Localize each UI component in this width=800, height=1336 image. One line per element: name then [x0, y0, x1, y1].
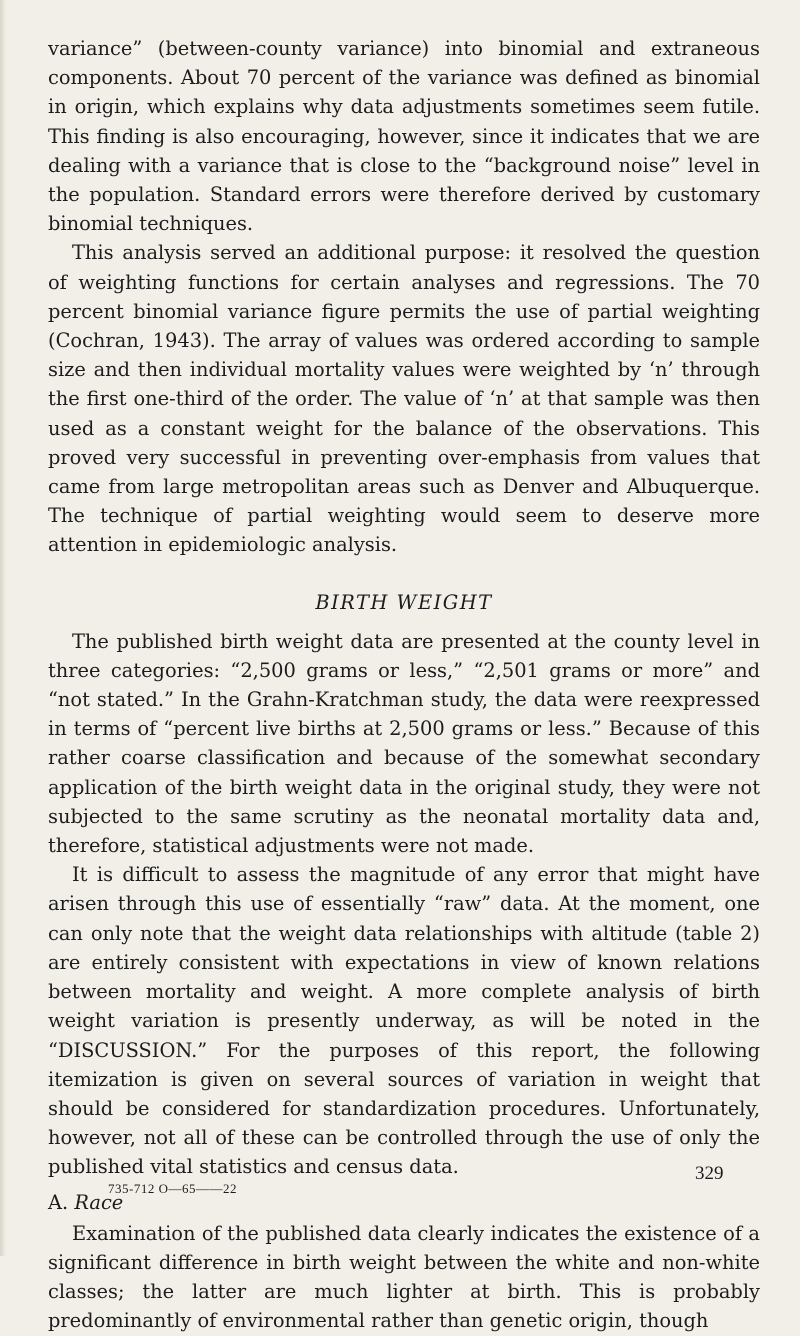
paragraph-birth-weight-categories: The published birth weight data are presented at the county level in three categories: “2,500 grams or less,” “2,501 grams or more” and “not stated.” In the Grahn-Kratchman study, the data were reexpressed in terms of “percent live births at 2,500 grams or less.” Because of this rather coarse classification and because of the somewhat secondary application of the birth weight data in the original study, they were not subjected to the same scrutiny as the neonatal mortality data and, therefore, statistical adjustments were not made. — [48, 629, 760, 858]
print-code: 735-712 O—65——22 — [108, 1181, 237, 1196]
document-page — [48, 34, 760, 1336]
subsection-title: Race — [74, 1190, 124, 1214]
subsection-marker: A. — [48, 1190, 69, 1214]
page-spine-shadow — [0, 0, 6, 1256]
paragraph-birth-weight-error: It is difficult to assess the magnitude of any error that might have arisen through this use of essentially “raw” data. At the moment, one can only note that the weight data relationships with altitude (table 2) are entirely consistent with expectations in view of known relations between mortality and weight. A more complete analysis of birth weight variation is presently underway, as will be noted in the “DISCUSSION.” For the purposes of this report, the following itemization is given on several sources of variation in weight that should be considered for standardization procedures. Unfortunately, however, not all of these can be controlled through the use of only the published vital statistics and census data. — [48, 863, 760, 1179]
paragraph-race: Examination of the published data clearly indicates the existence of a significant difference in birth weight between the white and non-white classes; the latter are much lighter at birth. This is probably predominantly of environmental rather than genetic origin, though — [48, 1221, 760, 1333]
page-number: 329 — [695, 1163, 724, 1184]
section-heading-birth-weight: BIRTH WEIGHT — [315, 590, 493, 614]
paragraph-variance-continuation: variance” (between-county variance) into binomial and extraneous components. About 70 percent of the variance was defined as binomial in origin, which explains why data adjustments sometimes seem futile. This finding is also encouraging, however, since it indicates that we are dealing with a variance that is close to the “background noise” level in the population. Standard errors were therefore derived by customary binomial techniques. — [48, 37, 760, 236]
paragraph-weighting: This analysis served an additional purpose: it resolved the question of weighting functions for certain analyses and regressions. The 70 percent binomial variance figure permits the use of partial weighting (Cochran, 1943). The array of values was ordered according to sample size and then individual mortality values were weighted by ‘n’ through the first one-third of the order. The value of ‘n’ at that sample was then used as a constant weight for the balance of the observations. This proved very successful in preventing over-emphasis from values that came from large metropolitan areas such as Denver and Albuquerque. The technique of partial weighting would seem to deserve more attention in epidemiologic analysis. — [48, 241, 760, 557]
